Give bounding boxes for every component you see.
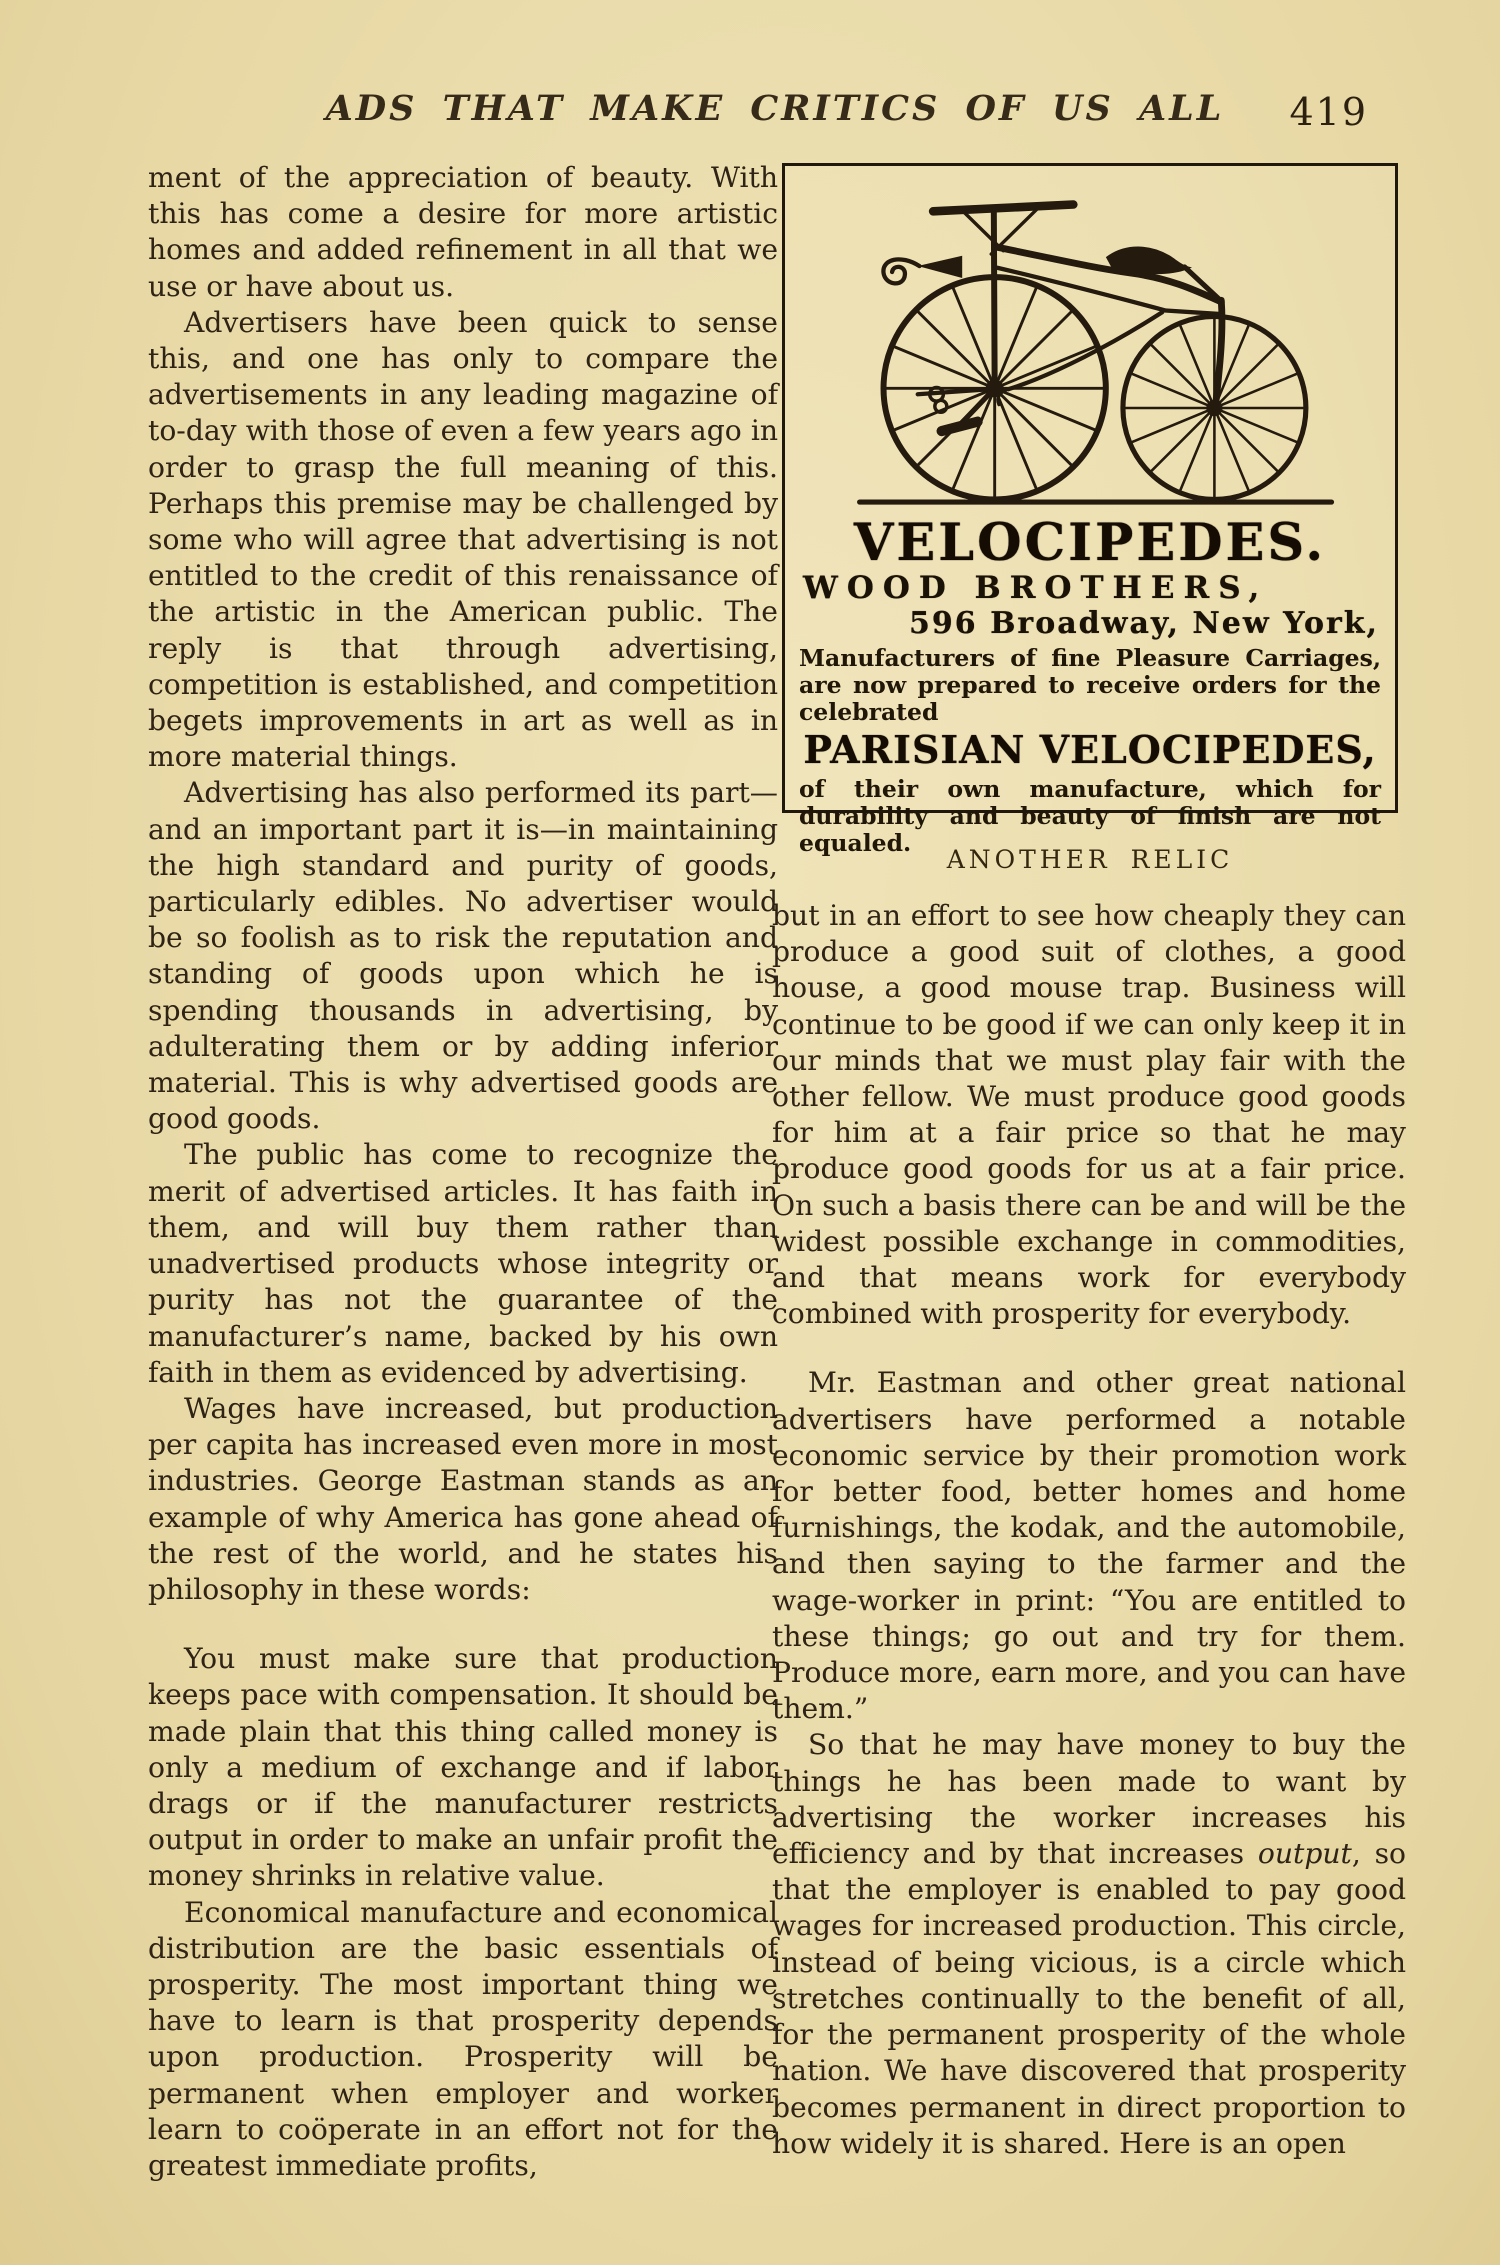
page-number: 419 xyxy=(1289,90,1368,134)
velocipede-advertisement xyxy=(782,163,1398,857)
paragraph-text: So that he may have money to buy the things he has been made to want by advertising the worker increases his efficiency and by that increases xyxy=(772,1728,1406,1871)
paragraph-text-italic: output xyxy=(1257,1837,1352,1871)
paragraph: Wages have increased, but production per capita has increased even more in most industries. George Eastman stands as an example of why America has gone ahead of the rest of the world, and he states his philosophy in these words: xyxy=(148,1391,778,1606)
paragraph: but in an effort to see how cheaply they can produce a good suit of clothes, a good house, a good mouse trap. Business will continue to be good if we can only keep it in our minds that we must play fair with the other fellow. We must produce good goods for him at a fair price so that he may produce good goods for us at a fair price. On such a basis there can be and will be the widest possible exchange in commodities, and that means work for everybody combined with prosperity for everybody. xyxy=(772,899,1406,1331)
ad-subheadline: PARISIAN VELOCIPEDES, xyxy=(803,727,1377,772)
ad-address: 596 Broadway, New York, xyxy=(909,606,1379,641)
left-column xyxy=(148,160,778,2184)
paragraph: Advertisers have been quick to sense this, and one has only to compare the advertisements in any leading magazine of to-day with those of even a few years ago in order to grasp the full meaning of this. Perhaps this premise may be challenged by some who will agree that advertising is not entitled to the credit of this renaissance of the artistic in the American public. The reply is that through advertising, competition is established, and competition begets improvements in art as well as in more material things. xyxy=(148,305,778,774)
ad-body-text: Manufacturers of fine Pleasure Carriages, are now prepared to receive orders for the celebrated xyxy=(799,644,1381,726)
velocipede-illustration xyxy=(799,172,1387,514)
paragraph xyxy=(772,1727,1406,2161)
ad-company-name: WOOD BROTHERS, xyxy=(803,570,1269,606)
page-title: ADS THAT MAKE CRITICS OF US ALL xyxy=(325,88,1225,129)
illustration-caption: ANOTHER RELIC xyxy=(946,845,1234,874)
paragraph: Mr. Eastman and other great national advertisers have performed a notable economic service by their promotion work for better food, better homes and home furnishings, the kodak, and the automobile, and then saying to the farmer and the wage-worker in print: “You are entitled to these things; go out and try for them. Produce more, earn more, and you can have them.” xyxy=(772,1366,1406,1726)
running-head xyxy=(150,88,1400,138)
ad-headline: VELOCIPEDES. xyxy=(853,513,1327,573)
paragraph: ment of the appreciation of beauty. With this has come a desire for more artistic homes and added refinement in all that we use or have about us. xyxy=(148,161,778,303)
ad-body-text: of their own manufacture, which for durability and beauty of finish are not equaled. xyxy=(799,775,1381,857)
paragraph-text: , so that the employer is enabled to pay good wages for increased production. This circle, instead of being vicious, is a circle which stretches continually to the benefit of all, for the permanent prosperity of the whole nation. We have discovered that prosperity becomes permanent in direct proportion to how widely it is shared. Here is an open xyxy=(772,1837,1407,2160)
paragraph: Economical manufacture and economical distribution are the basic essentials of prosperity. The most important thing we have to learn is that prosperity depends upon production. Prosperity will be permanent when employer and worker learn to coöperate in an effort not for the greatest immediate profits, xyxy=(148,1895,778,2182)
quote-paragraph: You must make sure that production keeps pace with compensation. It should be made plain that this thing called money is only a medium of exchange and if labor drags or if the manufacturer restricts output in order to make an unfair profit the money shrinks in relative value. xyxy=(148,1642,778,1893)
paragraph: Advertising has also performed its part—and an important part it is—in maintaining the high standard and purity of goods, particularly edibles. No advertiser would be so foolish as to risk the reputation and standing of goods upon which he is spending thousands in advertising, by adulterating them or by adding inferior material. This is why advertised goods are good goods. xyxy=(148,776,778,1136)
right-column xyxy=(772,898,1406,2162)
paragraph: The public has come to recognize the merit of advertised articles. It has faith in them, and will buy them rather than unadvertised products whose integrity or purity has not the guarantee of the manufacturer’s name, backed by his own faith in them as evidenced by advertising. xyxy=(148,1138,778,1389)
